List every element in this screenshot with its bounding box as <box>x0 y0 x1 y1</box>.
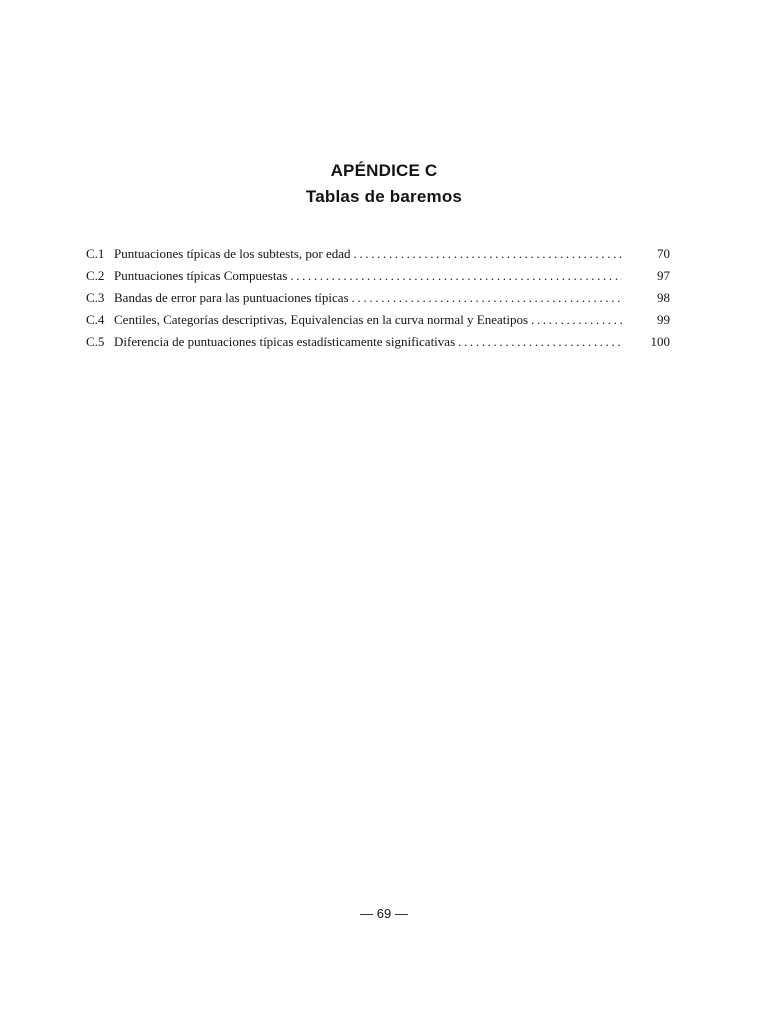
toc-entry-number: C.3 <box>86 290 105 305</box>
appendix-subtitle: Tablas de baremos <box>305 187 463 206</box>
toc-entry-title: Puntuaciones típicas Compuestas <box>114 268 288 283</box>
toc-entry <box>86 267 670 289</box>
toc-entry-page: 99 <box>657 312 670 327</box>
toc-entry-title: Bandas de error para las puntuaciones típicas <box>114 290 349 305</box>
toc-entry-number: C.2 <box>86 268 105 283</box>
toc-entry <box>86 333 670 355</box>
dot-leader <box>458 333 622 351</box>
table-of-contents <box>86 245 670 355</box>
toc-entry-number: C.5 <box>86 334 105 349</box>
dot-leader <box>352 289 622 307</box>
toc-entry-title: Centiles, Categorías descriptivas, Equivalencias en la curva normal y Eneatipos <box>114 312 529 327</box>
toc-entry-number: C.1 <box>86 246 105 261</box>
toc-entry-number: C.4 <box>86 312 105 327</box>
toc-entry <box>86 245 670 267</box>
dot-leader <box>354 245 623 263</box>
toc-entry <box>86 289 670 311</box>
toc-entry-page: 97 <box>657 268 670 283</box>
toc-entry <box>86 311 670 333</box>
toc-entry-page: 98 <box>657 290 670 305</box>
dot-leader <box>290 267 622 285</box>
page-number: — 69 — <box>360 906 408 921</box>
appendix-title: APÉNDICE C <box>330 161 438 180</box>
toc-entry-title: Diferencia de puntuaciones típicas estadísticamente significativas <box>114 334 456 349</box>
toc-entry-page: 100 <box>650 334 670 349</box>
toc-entry-title: Puntuaciones típicas de los subtests, por edad <box>114 246 351 261</box>
dot-leader <box>531 311 622 329</box>
toc-entry-page: 70 <box>657 246 670 261</box>
